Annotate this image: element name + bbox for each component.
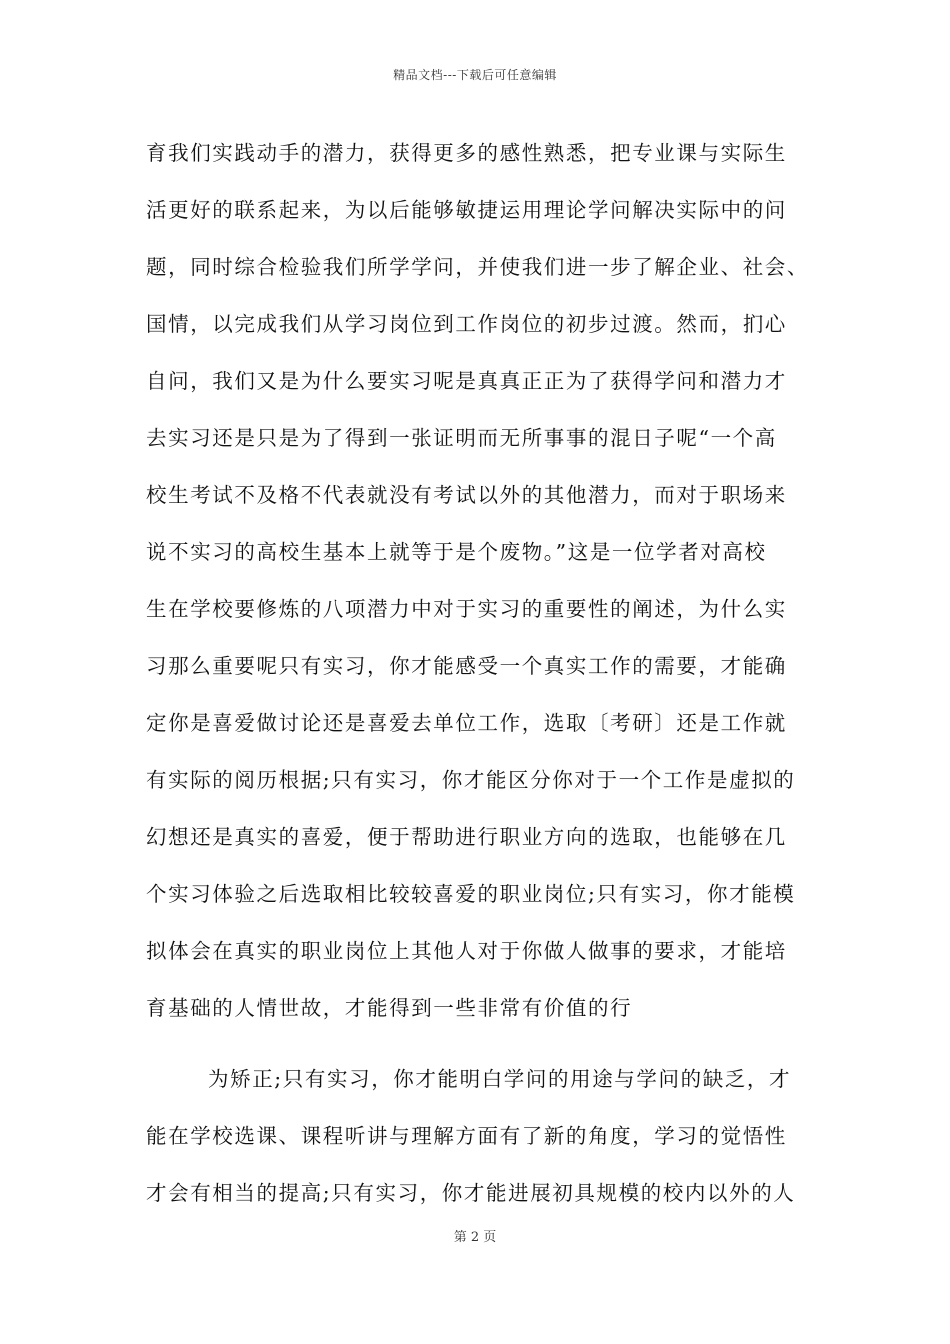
page-number: 第 2 页: [453, 1230, 497, 1245]
text-line: 幻想还是真实的喜爱，便于帮助进行职业方向的选取，也能够在几: [146, 825, 787, 849]
document-body: [146, 131, 846, 1228]
text-line: 自问，我们又是为什么要实习呢是真真正正为了获得学问和潜力才: [146, 369, 787, 393]
text-line: 国情，以完成我们从学习岗位到工作岗位的初步过渡。然而，扪心: [146, 312, 787, 336]
paragraph-1: [146, 131, 846, 1043]
text-line: 个实习体验之后选取相比较较喜爱的职业岗位;只有实习，你才能模: [146, 882, 796, 906]
text-line: 拟体会在真实的职业岗位上其他人对于你做人做事的要求，才能培: [146, 939, 787, 963]
paragraph-2: [146, 1057, 846, 1228]
text-line: 育基础的人情世故，才能得到一些非常有价值的行: [146, 996, 633, 1020]
text-line: 习那么重要呢只有实习，你才能感受一个真实工作的需要，才能确: [146, 654, 787, 678]
text-line: 校生考试不及格不代表就没有考试以外的其他潜力，而对于职场来: [146, 483, 787, 507]
text-line: 题，同时综合检验我们所学学问，并使我们进一步了解企业、社会、: [146, 255, 809, 279]
text-line: 为矫正;只有实习，你才能明白学问的用途与学问的缺乏，才: [208, 1067, 792, 1091]
text-line: 才会有相当的提高;只有实习，你才能进展初具规模的校内以外的人: [146, 1181, 796, 1205]
text-line: 活更好的联系起来，为以后能够敏捷运用理论学问解决实际中的问: [146, 198, 787, 222]
text-line: 有实际的阅历根据;只有实习，你才能区分你对于一个工作是虚拟的: [146, 768, 796, 792]
text-line: 能在学校选课、课程听讲与理解方面有了新的角度，学习的觉悟性: [146, 1124, 787, 1148]
text-line: 育我们实践动手的潜力，获得更多的感性熟悉，把专业课与实际生: [146, 141, 787, 165]
text-line: 去实习还是只是为了得到一张证明而无所事事的混日子呢“一个高: [146, 426, 777, 450]
text-line: 生在学校要修炼的八项潜力中对于实习的重要性的阐述，为什么实: [146, 597, 787, 621]
page-header: 精品文档---下载后可任意编辑: [393, 68, 557, 82]
text-line: 说不实习的高校生基本上就等于是个废物。”这是一位学者对高校: [146, 540, 767, 564]
text-line: 定你是喜爱做讨论还是喜爱去单位工作，选取〔考研〕还是工作就: [146, 711, 787, 735]
